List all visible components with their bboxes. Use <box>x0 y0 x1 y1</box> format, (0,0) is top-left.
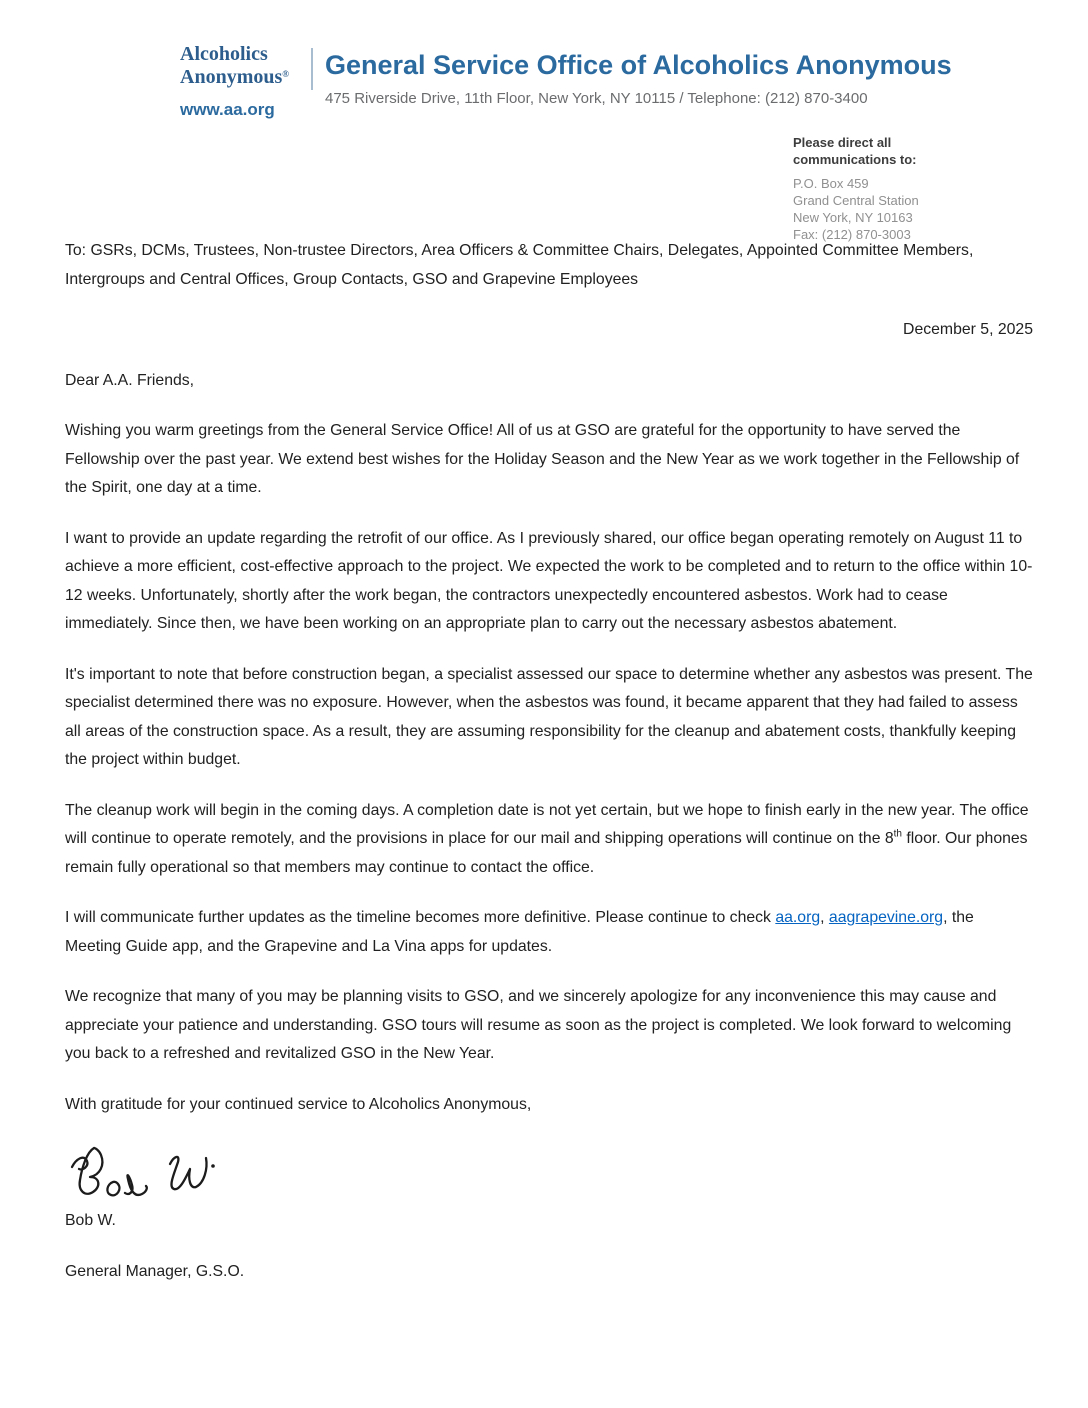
logo-wordmark <box>180 44 310 87</box>
logo-line1: Alcoholics <box>180 43 268 65</box>
paragraph-specialist: It's important to note that before construction began, a specialist assessed our space to determine whether any asbestos was present. The specialist determined there was no exposure. However, when the asbestos was found, it became apparent that they had failed to assess all areas of the construction space. As a result, they are assuming responsibility for the cleanup and abatement costs, thankfully keeping the project within budget. <box>65 665 1033 768</box>
paragraph-cleanup-text: The cleanup work will begin in the coming days. A completion date is not yet certain, but we hope to finish early in the new year. The office will continue to operate remotely, and the provisions in place for our mail and shipping operations will continue on the 8 <box>65 801 1029 847</box>
comm-address-line: P.O. Box 459 <box>793 176 869 191</box>
link-aagrapevine-org[interactable]: aagrapevine.org <box>828 909 944 926</box>
signer-name: Bob W. <box>65 1212 116 1229</box>
ordinal-superscript: th <box>893 828 902 840</box>
salutation: Dear A.A. Friends, <box>65 371 195 389</box>
paragraph-updates-text-after: , the Meeting Guide app, and the Grapevine and La Vina apps for updates. <box>65 909 974 955</box>
office-address: 475 Riverside Drive, 11th Floor, New York, NY 10115 / Telephone: (212) 870-3400 <box>325 90 868 107</box>
letter-body <box>65 237 1033 1308</box>
logo-url: www.aa.org <box>180 100 275 119</box>
aa-logo <box>180 44 310 120</box>
paragraph-updates-text: I will communicate further updates as the timeline becomes more definitive. Please continue to check <box>65 909 776 926</box>
comm-heading-line1: Please direct all <box>793 135 892 150</box>
paragraph-updates-separator: , <box>820 909 829 926</box>
communications-box <box>793 134 1013 243</box>
to-line: To: GSRs, DCMs, Trustees, Non-trustee Directors, Area Officers & Committee Chairs, Delegates, Appointed Committee Members, Intergroups and Central Offices, Group Contacts, GSO and Grapevine Employees <box>65 242 974 288</box>
comm-box-heading <box>793 134 1013 168</box>
comm-address-line: Grand Central Station <box>793 193 919 208</box>
signature-handwriting <box>67 1141 1033 1205</box>
signature-period-dot <box>211 1164 215 1168</box>
date-line: December 5, 2025 <box>903 321 1033 338</box>
signature-icon <box>67 1141 267 1205</box>
paragraph-greeting: Wishing you warm greetings from the General Service Office! All of us at GSO are grateful for the opportunity to have served the Fellowship over the past year. We extend best wishes for the Holiday Season and the New Year as we work together in the Fellowship of the Spirit, one day at a time. <box>65 422 1020 496</box>
comm-box-address <box>793 175 1013 243</box>
header-divider <box>311 48 313 90</box>
comm-address-line: Fax: (212) 870-3003 <box>793 227 911 242</box>
paragraph-updates <box>65 904 1033 961</box>
office-title: General Service Office of Alcoholics Anonymous <box>325 50 952 80</box>
link-aa-org[interactable]: aa.org <box>775 909 821 926</box>
paragraph-cleanup <box>65 797 1033 883</box>
registered-mark: ® <box>282 69 289 79</box>
closing-line: With gratitude for your continued service to Alcoholics Anonymous, <box>65 1095 532 1113</box>
paragraph-retrofit-update: I want to provide an update regarding the retrofit of our office. As I previously shared, our office began operating remotely on August 11 to achieve a more efficient, cost-effective approach to the project. We expected the work to be completed and to return to the office within 10-12 weeks. Unfortunately, shortly after the work began, the contractors unexpectedly encountered asbestos. Work had to cease immediately. Since then, we have been working on an appropriate plan to carry out the necessary asbestos abatement. <box>65 529 1033 632</box>
paragraph-visits: We recognize that many of you may be planning visits to GSO, and we sincerely apologize for any inconvenience this may cause and appreciate your patience and understanding. GSO tours will resume as soon as the project is completed. We look forward to welcoming you back to a refreshed and revitalized GSO in the New Year. <box>65 988 1012 1062</box>
comm-heading-line2: communications to: <box>793 152 917 167</box>
comm-address-line: New York, NY 10163 <box>793 210 913 225</box>
logo-line2: Anonymous <box>180 66 283 88</box>
paragraph-cleanup-text-after: floor. Our phones remain fully operational so that members may continue to contact the office. <box>65 830 1028 876</box>
signer-title: General Manager, G.S.O. <box>65 1262 245 1280</box>
